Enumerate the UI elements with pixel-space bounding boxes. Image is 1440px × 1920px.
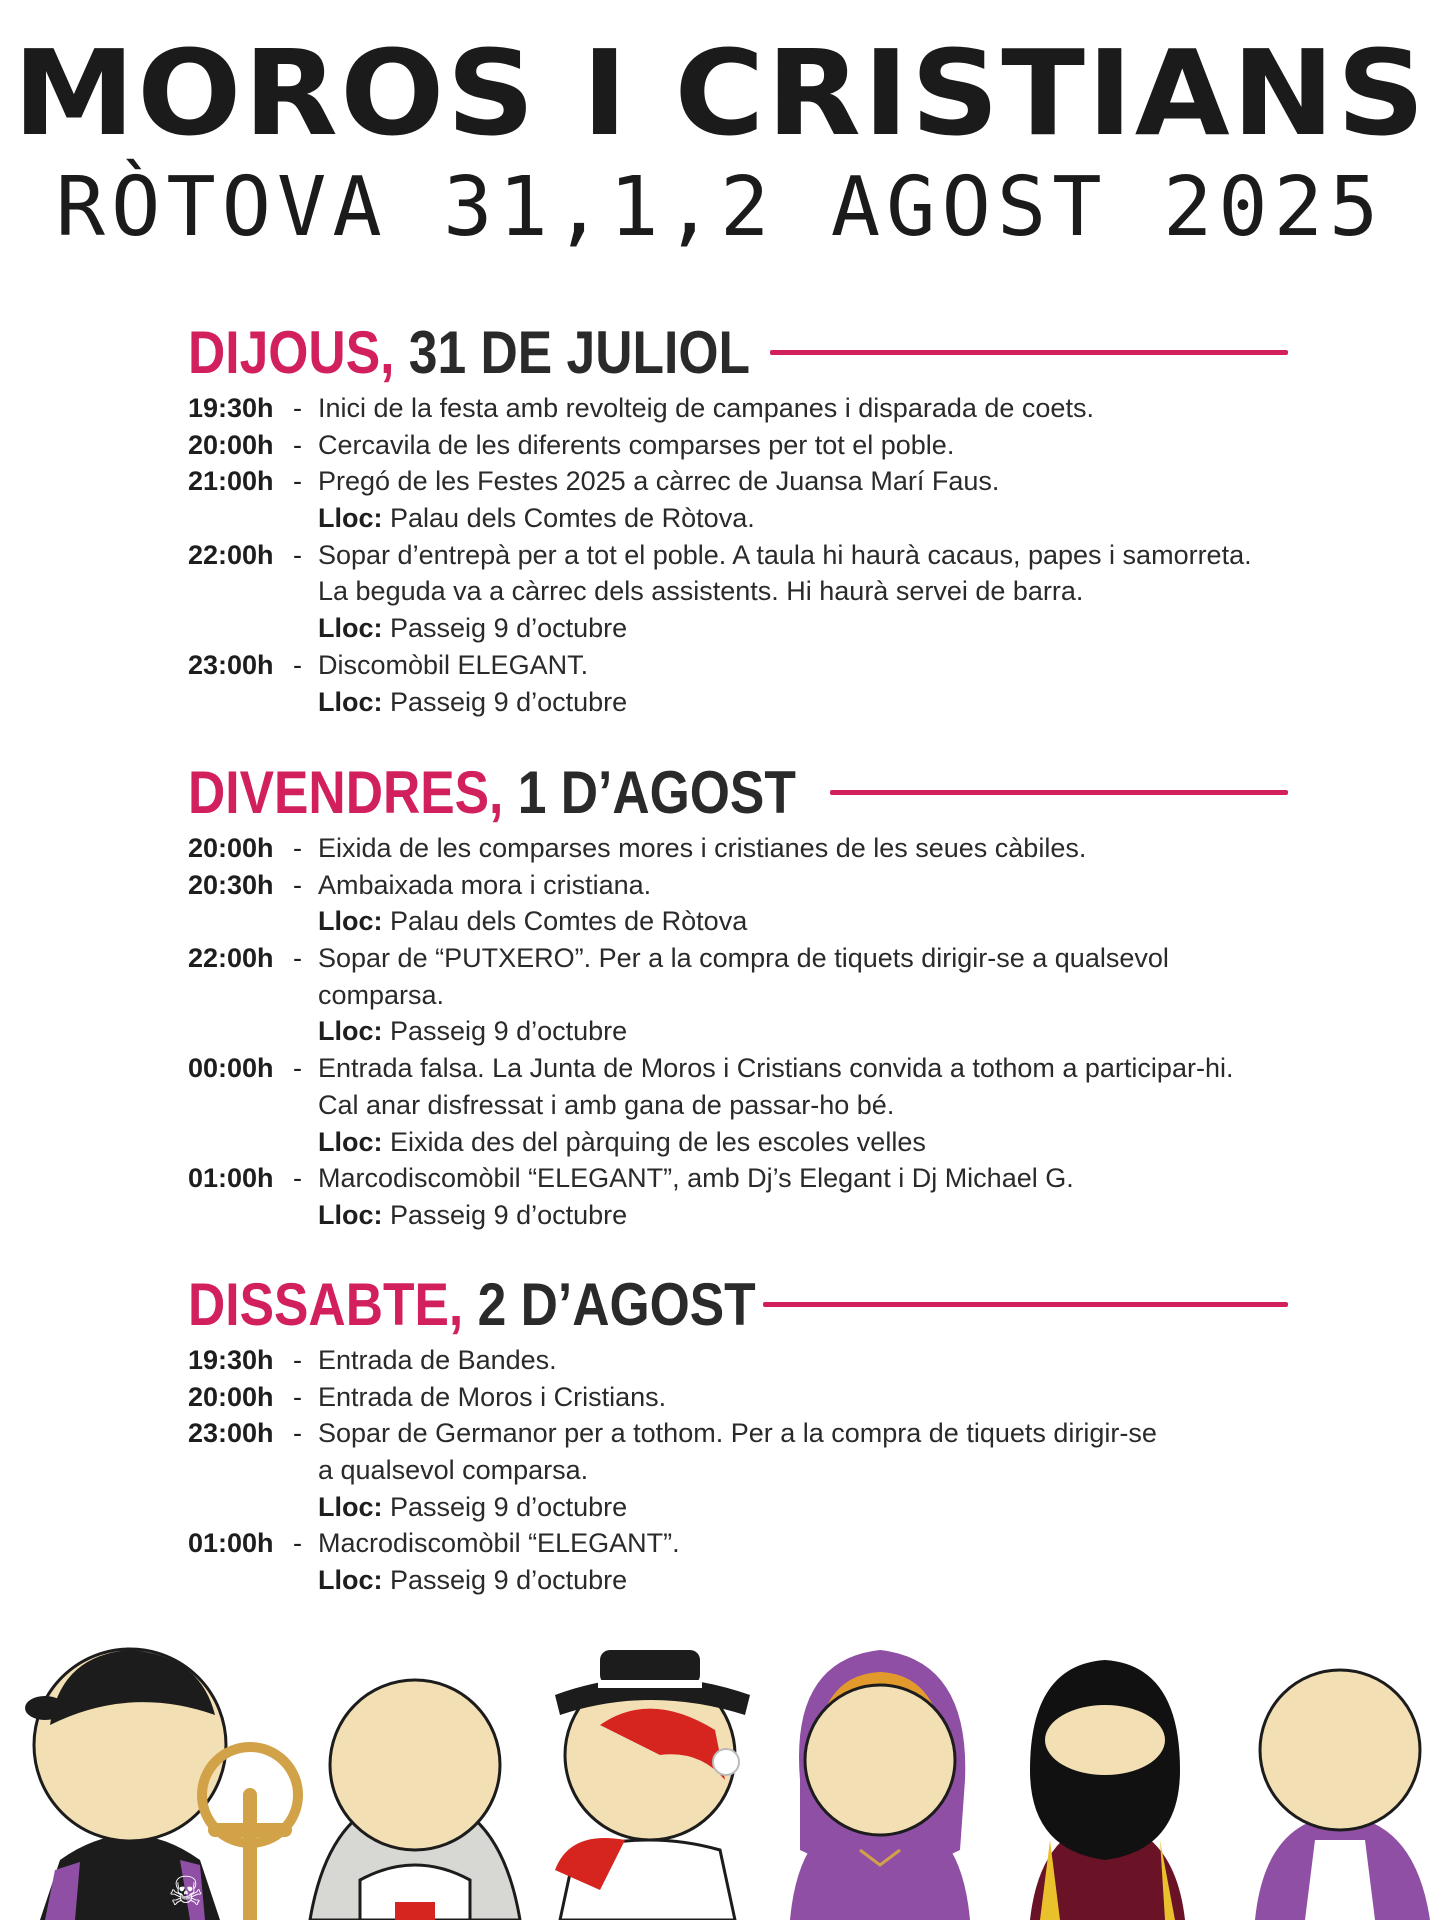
figure-fan-dancer-icon [555, 1650, 750, 1920]
event-time: 20:30h [188, 869, 274, 900]
location-place: Passeig 9 d’octubre [390, 1016, 628, 1047]
event-location-text [318, 1124, 926, 1161]
day-title [188, 1268, 756, 1342]
event-description: Cal anar disfressat i amb gana de passar-ho bé. [318, 1089, 895, 1120]
day-divider-line [763, 1302, 1288, 1307]
event-line [188, 1160, 1288, 1197]
event-location [188, 1562, 1288, 1599]
schedule-event [188, 647, 1288, 720]
location-label: Lloc: [318, 1126, 383, 1157]
event-dash: - [293, 1381, 302, 1412]
event-description: Entrada de Moros i Cristians. [318, 1381, 667, 1412]
location-label: Lloc: [318, 1199, 383, 1230]
event-dash: - [293, 869, 302, 900]
characters-illustration [0, 1630, 1440, 1920]
event-time: 01:00h [188, 1528, 274, 1559]
day-date: 2 D’AGOST [477, 1271, 756, 1338]
event-time: 23:00h [188, 649, 274, 680]
location-place: Eixida des del pàrquing de les escoles velles [390, 1126, 926, 1157]
event-line [188, 427, 1288, 464]
event-time: 01:00h [188, 1163, 274, 1194]
poster-subtitle: RÒTOVA 31,1,2 AGOST 2025 [55, 160, 1385, 255]
location-label: Lloc: [318, 686, 383, 717]
location-place: Palau dels Comtes de Ròtova. [390, 503, 755, 534]
event-description: Sopar de Germanor per a tothom. Per a la compra de tiquets dirigir-se [318, 1418, 1157, 1449]
day-section [188, 316, 1288, 720]
event-time: 22:00h [188, 539, 274, 570]
event-location [188, 1197, 1288, 1234]
event-time: 19:30h [188, 1345, 274, 1375]
schedule-event [188, 390, 1288, 427]
location-place: Passeig 9 d’octubre [390, 1199, 628, 1230]
event-dash: - [293, 1163, 302, 1194]
event-line [188, 1415, 1288, 1452]
day-date: 31 DE JULIOL [408, 319, 751, 386]
event-time: 20:00h [188, 1381, 274, 1412]
event-dash: - [293, 943, 302, 974]
event-line [188, 1452, 1288, 1489]
day-divider-line [830, 790, 1288, 795]
schedule-event [188, 537, 1288, 647]
figure-veiled-icon [1030, 1660, 1185, 1920]
figure-woman-hood-icon [790, 1650, 970, 1920]
event-dash: - [293, 1053, 302, 1084]
day-section [188, 756, 1288, 1234]
poster-title: MOROS I CRISTIANS [12, 24, 1428, 162]
schedule-event [188, 830, 1288, 867]
event-location-text [318, 684, 627, 721]
event-location [188, 500, 1288, 537]
schedule-event [188, 1525, 1288, 1598]
event-description: Inici de la festa amb revolteig de campanes i disparada de coets. [318, 393, 1094, 423]
location-label: Lloc: [318, 613, 383, 644]
event-dash: - [293, 539, 302, 570]
day-header [188, 316, 1288, 390]
event-line [188, 1342, 1288, 1379]
event-description: La beguda va a càrrec dels assistents. Hi haurà servei de barra. [318, 576, 1084, 607]
event-location-text [318, 1562, 627, 1599]
event-time: 23:00h [188, 1418, 274, 1449]
svg-text:☠: ☠ [168, 1869, 204, 1915]
event-description: a qualsevol comparsa. [318, 1455, 589, 1486]
location-place: Passeig 9 d’octubre [390, 613, 628, 644]
event-dash: - [293, 1345, 302, 1375]
event-location-text [318, 1197, 627, 1234]
event-description: Sopar d’entrepà per a tot el poble. A taula hi haurà cacaus, papes i samorreta. [318, 539, 1252, 570]
figure-knight-icon [310, 1680, 520, 1920]
event-location [188, 684, 1288, 721]
day-name: DIJOUS, [188, 319, 395, 386]
event-location [188, 1124, 1288, 1161]
day-date: 1 D’AGOST [517, 759, 796, 826]
schedule-event [188, 867, 1288, 940]
event-location-text [318, 903, 747, 940]
day-name: DISSABTE, [188, 1271, 464, 1338]
event-location-text [318, 1013, 627, 1050]
event-location [188, 1489, 1288, 1526]
event-line [188, 1087, 1288, 1124]
event-description: Pregó de les Festes 2025 a càrrec de Juansa Marí Faus. [318, 466, 1000, 497]
event-line [188, 537, 1288, 574]
location-label: Lloc: [318, 1491, 383, 1522]
location-place: Palau dels Comtes de Ròtova [390, 906, 748, 937]
event-line [188, 1525, 1288, 1562]
schedule-event [188, 427, 1288, 464]
schedule-event [188, 1160, 1288, 1233]
day-section [188, 1268, 1288, 1599]
event-time: 19:30h [188, 393, 274, 423]
location-place: Passeig 9 d’octubre [390, 1565, 628, 1596]
event-time: 20:00h [188, 833, 274, 863]
event-description: Discomòbil ELEGANT. [318, 649, 589, 680]
location-place: Passeig 9 d’octubre [390, 1491, 628, 1522]
event-line [188, 463, 1288, 500]
event-dash: - [293, 1528, 302, 1559]
schedule-event [188, 1342, 1288, 1379]
schedule-event [188, 463, 1288, 536]
schedule-event [188, 1415, 1288, 1525]
event-line [188, 573, 1288, 610]
day-header [188, 1268, 1288, 1342]
event-description: Eixida de les comparses mores i cristianes de les seues càbiles. [318, 833, 1087, 863]
event-location-text [318, 1489, 627, 1526]
event-location [188, 903, 1288, 940]
event-time: 20:00h [188, 429, 274, 460]
day-divider-line [770, 350, 1288, 355]
figure-purple-robe-icon [1255, 1670, 1430, 1920]
event-description: Entrada de Bandes. [318, 1345, 557, 1375]
event-dash: - [293, 429, 302, 460]
event-line [188, 1379, 1288, 1416]
day-name: DIVENDRES, [188, 759, 504, 826]
event-line [188, 830, 1288, 867]
location-label: Lloc: [318, 503, 383, 534]
day-title [188, 756, 796, 830]
figure-pirate-icon [25, 1649, 298, 1920]
location-label: Lloc: [318, 1016, 383, 1047]
event-description: Cercavila de les diferents comparses per tot el poble. [318, 429, 955, 460]
event-dash: - [293, 466, 302, 497]
schedule-event [188, 940, 1288, 1050]
location-place: Passeig 9 d’octubre [390, 686, 628, 717]
event-dash: - [293, 1418, 302, 1449]
event-dash: - [293, 649, 302, 680]
schedule-event [188, 1050, 1288, 1160]
location-label: Lloc: [318, 906, 383, 937]
event-line [188, 390, 1288, 427]
event-description: Marcodiscomòbil “ELEGANT”, amb Dj’s Elegant i Dj Michael G. [318, 1163, 1074, 1194]
event-time: 21:00h [188, 466, 274, 497]
event-description: comparsa. [318, 979, 445, 1010]
event-description: Entrada falsa. La Junta de Moros i Cristians convida a tothom a participar-hi. [318, 1053, 1234, 1084]
event-description: Ambaixada mora i cristiana. [318, 869, 652, 900]
event-line [188, 940, 1288, 977]
event-description: Sopar de “PUTXERO”. Per a la compra de tiquets dirigir-se a qualsevol [318, 943, 1169, 974]
event-location [188, 1013, 1288, 1050]
event-line [188, 867, 1288, 904]
event-description: Macrodiscomòbil “ELEGANT”. [318, 1528, 680, 1559]
event-location [188, 610, 1288, 647]
event-line [188, 647, 1288, 684]
event-time: 00:00h [188, 1053, 274, 1084]
event-location-text [318, 610, 627, 647]
event-dash: - [293, 833, 302, 863]
event-time: 22:00h [188, 943, 274, 974]
day-title [188, 316, 750, 390]
event-line [188, 977, 1288, 1014]
schedule-event [188, 1379, 1288, 1416]
location-label: Lloc: [318, 1565, 383, 1596]
day-header [188, 756, 1288, 830]
event-location-text [318, 500, 755, 537]
event-line [188, 1050, 1288, 1087]
event-dash: - [293, 393, 302, 423]
